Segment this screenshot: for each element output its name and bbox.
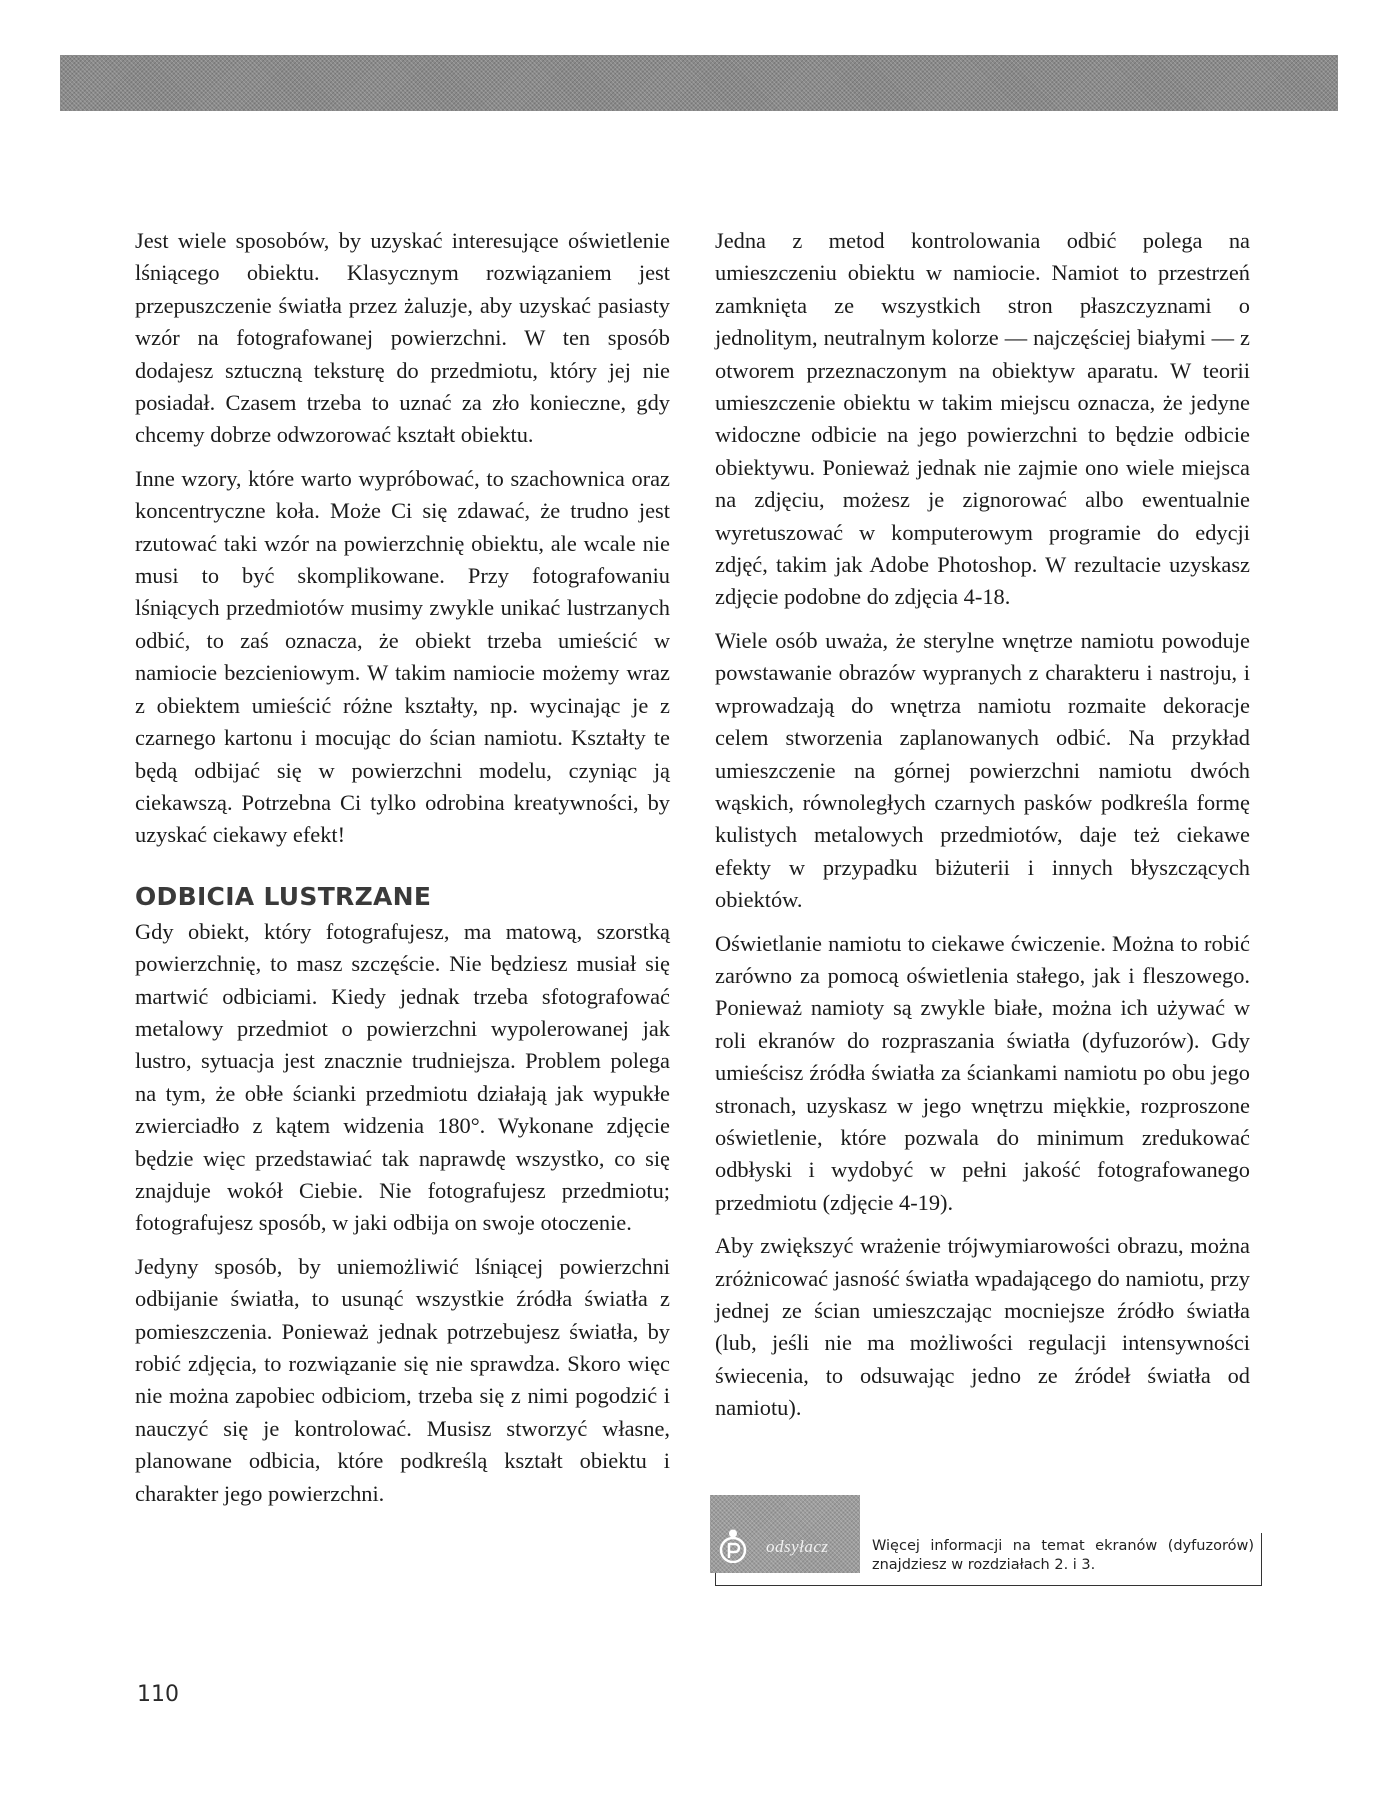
paragraph: Jedyny sposób, by uniemożliwić lśniącej powierzchni odbijanie światła, to usunąć wszystkie źródła światła z pomieszczenia. Ponieważ jednak potrzebujesz światła, by robić zdjęcia, to rozwiązanie się nie sprawdza. Skoro więc nie można zapobiec odbiciom, trzeba się z nimi pogodzić i nauczyć się je kontrolować. Musisz stworzyć własne, planowane odbicia, które podkreślą kształt obiektu i charakter jego powierzchni. [135,1253,670,1506]
paragraph: Jedna z metod kontrolowania odbić polega na umieszczeniu obiektu w namiocie. Namiot to przestrzeń zamknięta ze wszystkich stron płaszczyznami o jednolitym, neutralnym kolorze — najczęściej białymi — z otworem przeznaczonym na obiektyw aparatu. W teorii umieszczenie obiektu w takim miejscu oznacza, że jedyne widoczne odbicie na jego powierzchni to będzie odbicie obiektywu. Ponieważ jednak nie zajmie ono wiele miejsca na zdjęciu, możesz je zignorować albo ewentualnie wyretuszować w komputerowym programie do edycji zdjęć, takim jak Adobe Photoshop. W rezultacie uzyskasz zdjęcie podobne do zdjęcia 4-18. [715,228,1250,610]
person-circle-icon [716,1529,750,1563]
paragraph: Gdy obiekt, który fotografujesz, ma matową, szorstką powierzchnię, to masz szczęście. Nie będziesz musiał się martwić odbiciami. Kiedy jednak trzeba sfotografować metalowy przedmiot o powierzchni wypolerowanej jak lustro, sytuacja jest znacznie trudniejsza. Problem polega na tym, że obłe ścianki przedmiotu działają jak wypukłe zwierciadło z kątem widzenia 180°. Wykonane zdjęcie będzie więc przedstawiać tak naprawdę wszystko, co się znajduje wokół Ciebie. Nie fotografujesz przedmiotu; fotografujesz sposób, w jaki odbija on swoje otoczenie. [135,918,670,1236]
note-text: Więcej informacji na temat ekranów (dyfuzorów) znajdziesz w rozdziałach 2. i 3. [872,1538,1254,1573]
left-column [135,225,670,1521]
paragraph: Wiele osób uważa, że sterylne wnętrze namiotu powoduje powstawanie obrazów wypranych z charakteru i nastroju, i wprowadzają do wnętrza namiotu rozmaite dekoracje celem stworzenia zaplanowanych odbić. Na przykład umieszczenie na górnej powierzchni namiotu dwóch wąskich, równoległych czarnych pasków podkreśla formę kulistych metalowych przedmiotów, daje też ciekawe efekty w przypadku biżuterii i innych błyszczących obiektów. [715,627,1250,913]
page-number: 110 [137,1682,179,1707]
note-tab [710,1495,860,1573]
right-column [715,225,1250,1436]
note-label: odsyłacz [766,1537,829,1556]
paragraph: Inne wzory, które warto wypróbować, to szachownica oraz koncentryczne koła. Może Ci się zdawać, że trudno jest rzutować taki wzór na powierzchnię obiektu, ale wcale nie musi to być skomplikowane. Przy fotografowaniu lśniących przedmiotów musimy zwykle unikać lustrzanych odbić, to zaś oznacza, że obiekt trzeba umieścić w namiocie bezcieniowym. W takim namiocie możemy wraz z obiektem umieścić różne kształty, np. wycinając je z czarnego kartonu i mocując do ścian namiotu. Kształty te będą odbijać się w powierzchni modelu, czyniąc ją ciekawszą. Potrzebna Ci tylko odrobina kreatywności, by uzyskać ciekawy efekt! [135,465,670,848]
paragraph: Jest wiele sposobów, by uzyskać interesujące oświetlenie lśniącego obiektu. Klasycznym rozwiązaniem jest przepuszczenie światła przez żaluzje, aby uzyskać pasiasty wzór na fotografowanej powierzchni. W ten sposób dodajesz sztuczną teksturę do przedmiotu, który jej nie posiadał. Czasem trzeba to uznać za zło konieczne, gdy chcemy dobrze odwzorować kształt obiektu. [135,228,670,448]
header-band [60,55,1338,111]
paragraph: Aby zwiększyć wrażenie trójwymiarowości obrazu, można zróżnicować jasność światła wpadającego do namiotu, przy jednej ze ścian umieszczając mocniejsze źródło światła (lub, jeśli nie ma możliwości regulacji intensywności świecenia, to odsuwając jedno ze źródeł światła od namiotu). [715,1233,1250,1421]
paragraph: Oświetlanie namiotu to ciekawe ćwiczenie. Można to robić zarówno za pomocą oświetlenia stałego, jak i fleszowego. Ponieważ namioty są zwykle białe, można ich używać w roli ekranów do rozpraszania światła (dyfuzorów). Gdy umieścisz źródła światła za ściankami namiotu po obu jego stronach, uzyskasz w jego wnętrzu miękkie, rozproszone oświetlenie, które pozwala do minimum zredukować odbłyski i wydobyć w pełni jakość fotografowanego przedmiotu (zdjęcie 4-19). [715,930,1250,1215]
cross-reference-note [710,1495,1262,1591]
section-heading: ODBICIA LUSTRZANE [135,881,432,911]
